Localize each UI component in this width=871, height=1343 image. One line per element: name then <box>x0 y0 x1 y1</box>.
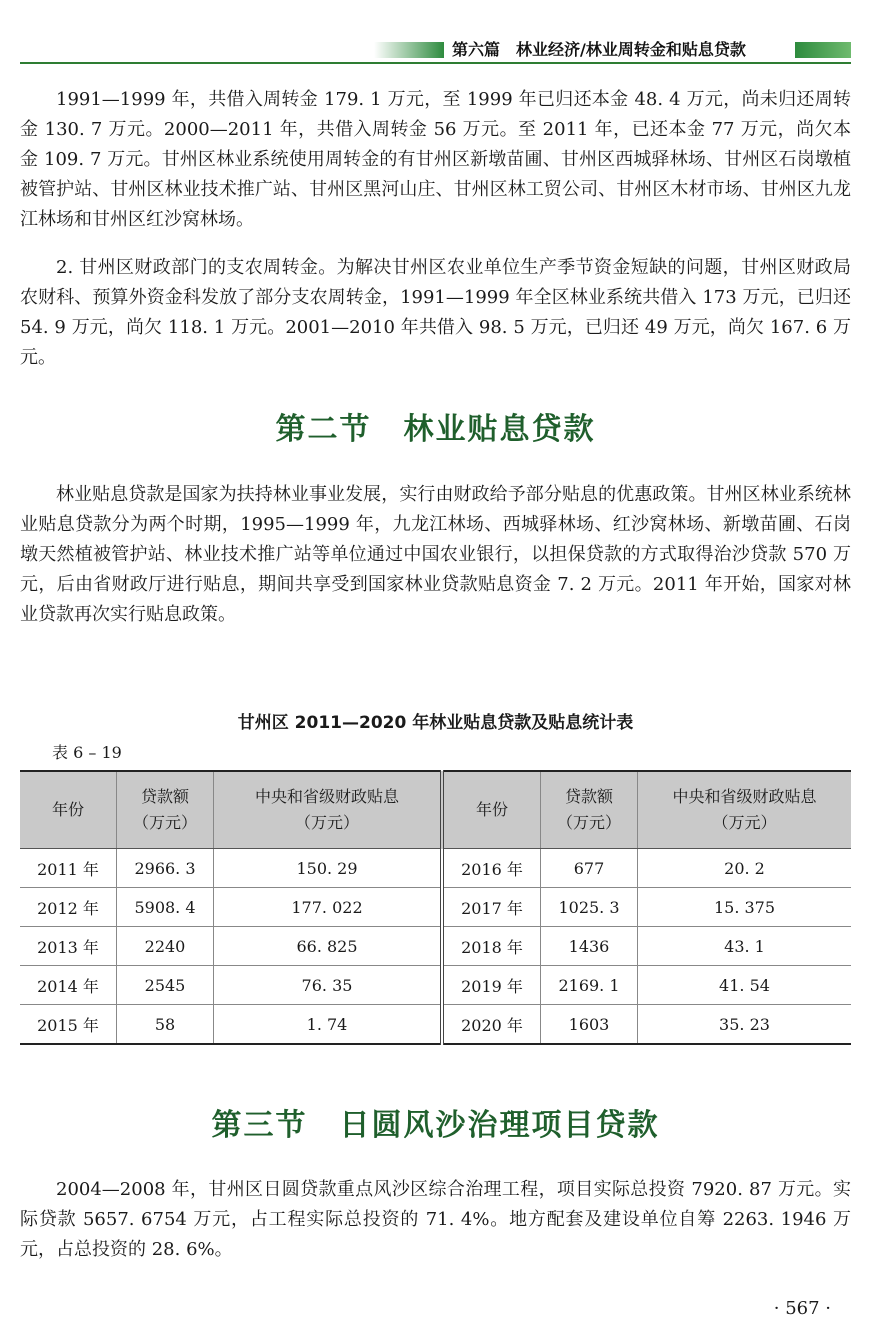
header-year: 年份 <box>20 771 117 849</box>
cell-subsidy: 66. 825 <box>214 927 443 966</box>
paragraph-subsidized-loans: 林业贴息贷款是国家为扶持林业事业发展，实行由财政给予部分贴息的优惠政策。甘州区林业系统林业贴息贷款分为两个时期，1995—1999 年，九龙江林场、西城驿林场、红沙窝林场、新墩苗圃、石岗墩天然植被管护站、林业技术推广站等单位通过中国农业银行，以担保贷款的方式取得治沙贷款 570 万元，后由省财政厅进行贴息，期间共享受到国家林业贷款贴息资金 7. 2 万元。2011 年开始，国家对林业贷款再次实行贴息政策。 <box>20 484 851 625</box>
page-header <box>20 38 851 62</box>
cell-loan: 1436 <box>541 927 638 966</box>
header-year-2: 年份 <box>442 771 541 849</box>
header-title: 第六篇 林业经济/林业周转金和贴息贷款 <box>452 40 746 59</box>
header-subsidy: 中央和省级财政贴息 （万元） <box>214 771 443 849</box>
paragraph-agri-support-fund: 2. 甘州区财政部门的支农周转金。为解决甘州区农业单位生产季节资金短缺的问题，甘州区财政局农财科、预算外资金科发放了部分支农周转金，1991—1999 年全区林业系统共借入 173 万元，已归还 54. 9 万元，尚欠 118. 1 万元。2001—2010 年共借入 98. 5 万元，已归还 49 万元，尚欠 167. 6 万元。 <box>20 257 851 368</box>
cell-year: 2017 年 <box>442 888 541 927</box>
cell-subsidy: 177. 022 <box>214 888 443 927</box>
cell-year: 2014 年 <box>20 966 117 1005</box>
table-row <box>20 927 851 966</box>
cell-loan: 677 <box>541 849 638 888</box>
cell-subsidy: 20. 2 <box>638 849 852 888</box>
cell-subsidy: 15. 375 <box>638 888 852 927</box>
cell-year: 2015 年 <box>20 1005 117 1045</box>
loan-subsidy-table <box>20 770 851 1045</box>
cell-loan: 1025. 3 <box>541 888 638 927</box>
paragraph-yen-loan-project: 2004—2008 年，甘州区日圆贷款重点风沙区综合治理工程，项目实际总投资 7920. 87 万元。实际贷款 5657. 6754 万元，占工程实际总投资的 71. 4%。地方配套及建设单位自筹 2263. 1946 万元，占总投资的 28. 6%。 <box>20 1179 851 1260</box>
page-number: · 567 · <box>773 1298 831 1319</box>
cell-loan: 58 <box>117 1005 214 1045</box>
cell-loan: 5908. 4 <box>117 888 214 927</box>
cell-subsidy: 76. 35 <box>214 966 443 1005</box>
cell-subsidy: 1. 74 <box>214 1005 443 1045</box>
table-number: 表 6 – 19 <box>52 743 122 762</box>
header-decor-bar-right <box>795 42 851 58</box>
cell-year: 2011 年 <box>20 849 117 888</box>
cell-subsidy: 35. 23 <box>638 1005 852 1045</box>
table-row <box>20 849 851 888</box>
section-title-yen-loan-project: 第三节 日圆风沙治理项目贷款 <box>211 1108 660 1143</box>
cell-loan: 1603 <box>541 1005 638 1045</box>
cell-year: 2016 年 <box>442 849 541 888</box>
cell-year: 2019 年 <box>442 966 541 1005</box>
header-loan: 贷款额 （万元） <box>117 771 214 849</box>
table-row <box>20 888 851 927</box>
cell-subsidy: 43. 1 <box>638 927 852 966</box>
section-title-subsidized-loans: 第二节 林业贴息贷款 <box>275 412 596 447</box>
table-row <box>20 1005 851 1045</box>
cell-year: 2013 年 <box>20 927 117 966</box>
header-decor-bar-left <box>374 42 444 58</box>
cell-year: 2020 年 <box>442 1005 541 1045</box>
cell-loan: 2240 <box>117 927 214 966</box>
cell-subsidy: 41. 54 <box>638 966 852 1005</box>
cell-year: 2018 年 <box>442 927 541 966</box>
cell-loan: 2545 <box>117 966 214 1005</box>
cell-subsidy: 150. 29 <box>214 849 443 888</box>
cell-year: 2012 年 <box>20 888 117 927</box>
header-loan-2: 贷款额 （万元） <box>541 771 638 849</box>
header-subsidy-2: 中央和省级财政贴息 （万元） <box>638 771 852 849</box>
cell-loan: 2966. 3 <box>117 849 214 888</box>
table-header-row <box>20 771 851 849</box>
table-row <box>20 966 851 1005</box>
header-rule <box>20 62 851 64</box>
table-caption: 甘州区 2011—2020 年林业贴息贷款及贴息统计表 <box>237 713 634 733</box>
cell-loan: 2169. 1 <box>541 966 638 1005</box>
paragraph-revolving-fund: 1991—1999 年，共借入周转金 179. 1 万元，至 1999 年已归还本金 48. 4 万元，尚未归还周转金 130. 7 万元。2000—2011 年，共借入周转金 56 万元。至 2011 年，已还本金 77 万元，尚欠本金 109. 7 万元。甘州区林业系统使用周转金的有甘州区新墩苗圃、甘州区西城驿林场、甘州区石岗墩植被管护站、甘州区林业技术推广站、甘州区黑河山庄、甘州区林工贸公司、甘州区木材市场、甘州区九龙江林场和甘州区红沙窝林场。 <box>20 89 851 230</box>
